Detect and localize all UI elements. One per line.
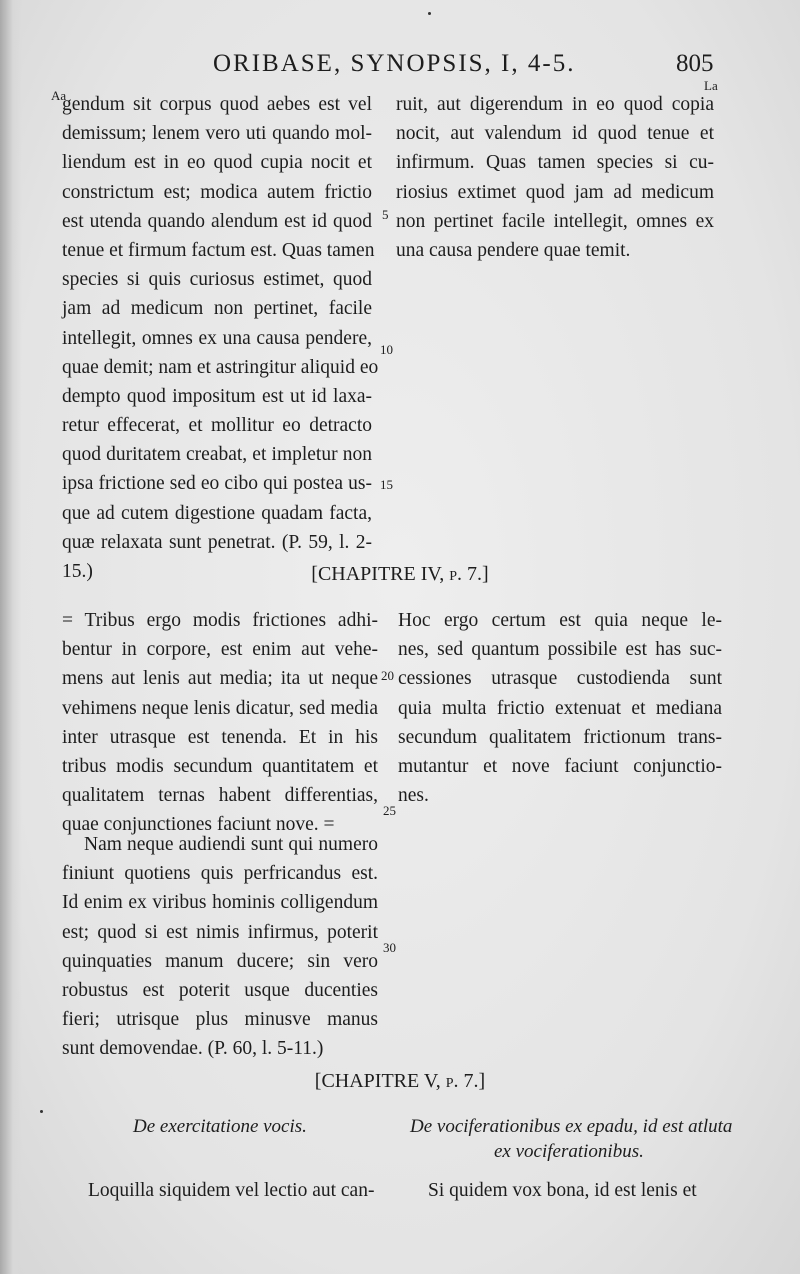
text-line: demissum; lenem vero uti quando mol- xyxy=(62,123,372,145)
text-line: jam ad medicum non pertinet, facile xyxy=(62,298,372,320)
chapter-heading-iv: [CHAPITRE IV, p. 7.] xyxy=(311,563,489,585)
text-line: vehimens neque lenis dicatur, sed media xyxy=(62,697,378,719)
text-line: nocit, aut valendum id quod tenue et xyxy=(396,123,714,145)
left-column-middle xyxy=(62,606,378,840)
ink-speck xyxy=(428,12,431,15)
last-line-right xyxy=(428,1176,728,1205)
text-line: fieri; utrisque plus minusve manus xyxy=(62,1009,378,1031)
text-line: est utenda quando alendum est id quod xyxy=(62,210,372,232)
manuscript-tag-left: Aa xyxy=(51,88,67,103)
text-line: quod duritatem creabat, et impletur non xyxy=(62,444,372,466)
text-line: tenue et firmum factum est. Quas tamen xyxy=(62,239,375,261)
text-line: quæ relaxata sunt penetrat. (P. 59, l. 2- xyxy=(62,531,372,553)
text-line: species si quis curiosus estimet, quod xyxy=(62,269,372,291)
text-line: liendum est in eo quod cupia nocit et xyxy=(62,152,372,174)
text-line: Id enim ex viribus hominis colligendum xyxy=(62,892,378,914)
left-column-top xyxy=(62,90,379,586)
text-line: 15.) xyxy=(62,561,93,582)
text-line: retur effecerat, et mollitur eo detracto xyxy=(62,415,372,437)
text-line: nes, sed quantum possibile est has suc- xyxy=(398,639,722,661)
left-column-bottom xyxy=(62,830,378,1064)
text-line: riosius extimet quod jam ad medicum xyxy=(396,181,714,203)
text-line: Hoc ergo certum est quia neque le- xyxy=(398,610,722,631)
line-number: 20 xyxy=(381,668,394,683)
text-line: est; quod si est nimis infirmus, poterit xyxy=(62,921,378,943)
text-line: bentur in corpore, est enim aut vehe- xyxy=(62,639,378,661)
text-line: tribus modis secundum quantitatem et xyxy=(62,755,378,777)
text-line: mutantur et nove faciunt conjunctio- xyxy=(398,755,722,777)
subtitle-left: De exercitatione vocis. xyxy=(133,1116,307,1137)
text-line: quia multa frictio extenuat et mediana xyxy=(398,697,722,719)
text-line: = Tribus ergo modis frictiones adhi- xyxy=(62,610,378,631)
line-number: 15 xyxy=(380,477,393,492)
text-line: que ad cutem digestione quadam facta, xyxy=(62,502,372,524)
text-line: infirmum. Quas tamen species si cu- xyxy=(396,152,714,174)
text-line: intellegit, omnes ex una causa pendere, xyxy=(62,327,372,349)
text-line: non pertinet facile intellegit, omnes ex xyxy=(396,210,714,232)
ink-speck xyxy=(40,1110,43,1113)
text-line: finiunt quotiens quis perfricandus est. xyxy=(62,863,378,885)
right-column-middle xyxy=(398,606,722,810)
line-number: 10 xyxy=(380,342,393,357)
text-line: ipsa frictione sed eo cibo qui postea us- xyxy=(62,473,372,495)
line-number: 5 xyxy=(382,207,389,222)
text-line: dempto quod impositum est ut id laxa- xyxy=(62,385,372,407)
last-line-left xyxy=(88,1176,388,1205)
text-line: robustus est poterit usque ducenties xyxy=(62,979,378,1001)
subtitle-right-line1: De vociferationibus ex epadu, id est atluta xyxy=(410,1116,733,1137)
text-line: mens aut lenis aut media; ita ut neque xyxy=(62,668,378,690)
text-line: Loquilla siquidem vel lectio aut can- xyxy=(88,1180,375,1201)
text-line: una causa pendere quae temit. xyxy=(396,239,631,261)
running-header xyxy=(0,50,800,84)
subtitle-right-line2: ex vociferationibus. xyxy=(494,1141,644,1162)
right-column-top xyxy=(396,90,714,265)
text-line: sunt demovendae. (P. 60, l. 5-11.) xyxy=(62,1038,324,1060)
text-line: Si quidem vox bona, id est lenis et xyxy=(428,1180,697,1201)
text-line: gendum sit corpus quod aebes est vel xyxy=(62,94,372,115)
text-line: quae demit; nam et astringitur aliquid eo xyxy=(62,356,379,378)
text-line: qualitatem ternas habent differentias, xyxy=(62,785,378,807)
chapter-heading-v: [CHAPITRE V, p. 7.] xyxy=(314,1070,486,1092)
text-line: secundum qualitatem frictionum trans- xyxy=(398,726,722,748)
header-title: ORIBASE, SYNOPSIS, I, 4-5. xyxy=(213,50,576,77)
text-line: quae conjunctiones faciunt nove. = xyxy=(62,814,335,836)
text-line: cessiones utrasque custodienda sunt xyxy=(398,668,722,690)
text-line: nes. xyxy=(398,785,429,807)
line-number: 30 xyxy=(383,940,396,955)
text-line: inter utrasque est tenenda. Et in his xyxy=(62,726,378,748)
text-line: ruit, aut digerendum in eo quod copia xyxy=(396,94,714,115)
manuscript-tag-right: La xyxy=(704,78,718,93)
text-line: Nam neque audiendi sunt qui numero xyxy=(84,834,378,855)
text-line: constrictum est; modica autem frictio xyxy=(62,181,372,203)
text-line: quinquaties manum ducere; sin vero xyxy=(62,950,378,972)
line-number: 25 xyxy=(383,803,396,818)
page-number: 805 xyxy=(676,50,714,77)
